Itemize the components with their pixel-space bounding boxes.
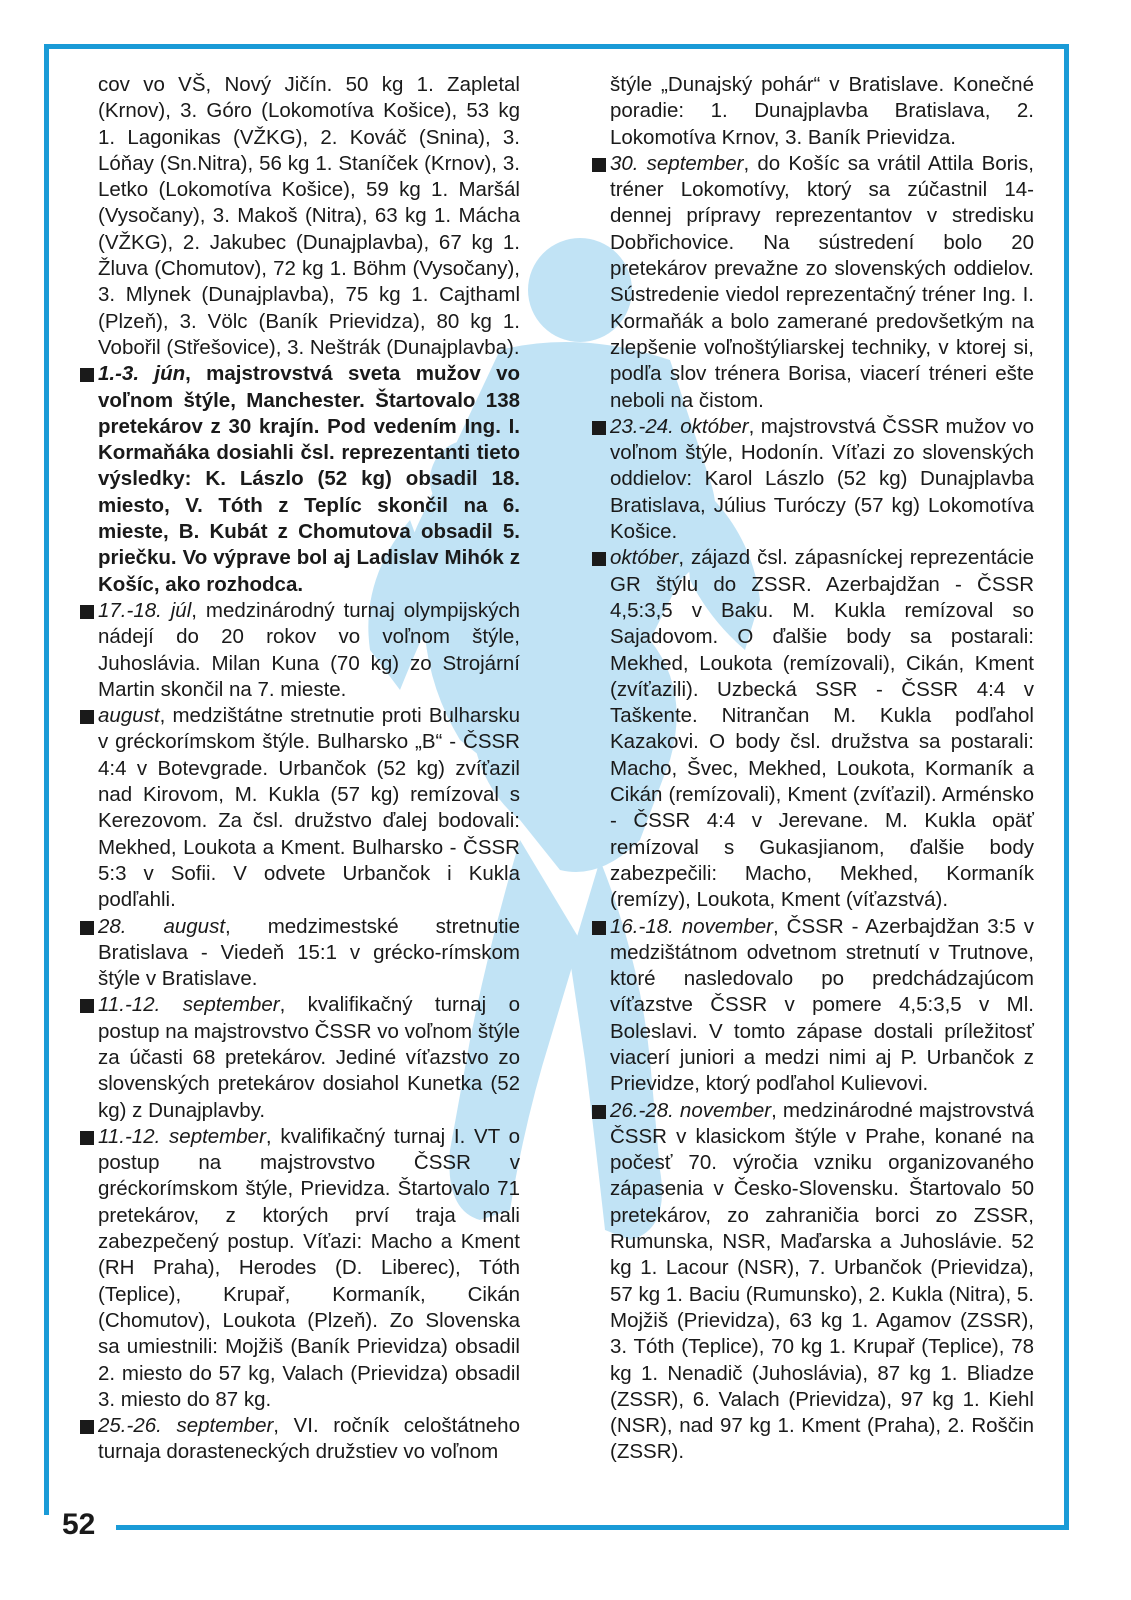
entry-text: , medzimestské stretnutie Bratislava - Viedeň 15:1 v grécko-rímskom štýle v Bratislave. [98, 914, 521, 991]
list-item [80, 598, 520, 703]
entry-text: , majstrovstvá sveta mužov vo voľnom štýle, Manchester. Štartovalo 138 pretekárov z 30 krajín. Pod vedením Ing. I. Kormaňáka dosiahli čsl. reprezentanti tieto výsledky: K. Lászlo (52 kg) obsadil 18. miesto, V. Tóth z Teplíc skončil na 6. mieste, B. Kubát z Chomutova obsadil 5. priečku. Vo výprave bol aj Ladislav Mihók z Košíc, ako rozhodca. [98, 362, 520, 596]
list-item [592, 545, 1034, 913]
left-column [80, 72, 520, 1466]
right-column [592, 72, 1034, 1466]
square-bullet-icon [80, 605, 94, 619]
list-item [80, 703, 520, 913]
entry-text: , VI. ročník celoštátneho turnaja dorasteneckých družstiev vo voľnom [98, 1414, 520, 1464]
square-bullet-icon [592, 421, 606, 435]
entry-text: , majstrovstvá ČSSR mužov vo voľnom štýle, Hodonín. Víťazi zo slovenských oddielov: Karol Lászlo (52 kg) Dunajplavba Bratislava, Július Turóczy (57 kg) Lokomotíva Košice. [610, 414, 1035, 544]
entry-date: 16.-18. november [610, 914, 773, 938]
square-bullet-icon [80, 921, 94, 935]
entry-date: 17.-18. júl [98, 598, 192, 622]
square-bullet-icon [592, 552, 606, 566]
square-bullet-icon [80, 999, 94, 1013]
square-bullet-icon [592, 921, 606, 935]
list-item [592, 914, 1034, 1098]
list-item [592, 1098, 1034, 1466]
right-continuation: štýle „Dunajský pohár“ v Bratislave. Konečné poradie: 1. Dunajplavba Bratislava, 2. Lokomotíva Krnov, 3. Baník Prievidza. [610, 73, 1034, 149]
entry-date: 28. august [98, 914, 226, 938]
entry-text: , do Košíc sa vrátil Attila Boris, tréner Lokomotívy, ktorý sa zúčastnil 14-dennej prípravy reprezentantov v stredisku Dobřichovice. Na sústredení bolo 20 pretekárov prevažne zo slovenských oddielov. Sústredenie viedol reprezentačný tréner Ing. I. Kormaňák a bolo zamerané predovšetkým na zlepšenie voľnoštýliarskej techniky, v ktorej si, podľa slov trénera Borisa, viacerí tréneri ešte neboli na čistom. [610, 151, 1034, 412]
left-continuation: cov vo VŠ, Nový Jičín. 50 kg 1. Zapletal (Krnov), 3. Góro (Lokomotíva Košice), 53 kg 1. Lagonikas (VŽKG), 2. Kováč (Snina), 3. Lóňay (Sn.Nitra), 56 kg 1. Staníček (Krnov), 3. Letko (Lokomotíva Košice), 59 kg 1. Maršál (Vysočany), 3. Makoš (Nitra), 63 kg 1. Mácha (VŽKG), 2. Jakubec (Dunajplavba), 67 kg 1. Žluva (Chomutov), 72 kg 1. Böhm (Vysočany), 3. Mlynek (Dunajplavba), 75 kg 1. Cajthaml (Plzeň), 3. Völc (Baník Prievidza), 80 kg 1. Vobořil (Střešovice), 3. Neštrák (Dunajplavba). [98, 73, 520, 359]
entry-date: august [98, 704, 160, 728]
entry-text: , zájazd čsl. zápasníckej reprezentácie GR štýlu do ZSSR. Azerbajdžan - ČSSR 4,5:3,5 v Baku. M. Kukla remízoval so Sajadovom. O ďalšie body sa postarali: Mekhed, Loukota (remízovali), Cikán, Kment (zvíťazili). Uzbecká SSR - ČSSR 4:4 v Taškente. Nitrančan M. Kukla podľahol Kazakovi. O body čsl. družstva sa postarali: Macho, Švec, Mekhed, Loukota, Kormaník a Cikán (remízovali), Kment (zvíťazil). Arménsko - ČSSR 4:4 v Jerevane. M. Kukla opäť remízoval s Gukasjianom, ďalšie body zabezpečili: Macho, Mekhed, Kormaník (remízy), Loukota, Kment (víťazstvá). [610, 546, 1034, 912]
square-bullet-icon [592, 1105, 606, 1119]
entry-text: , ČSSR - Azerbajdžan 3:5 v medzištátnom odvetnom stretnutí v Trutnove, ktoré nasledovalo po predchádzajúcom víťazstve ČSSR v pomere 4,5:3,5 v Ml. Boleslavi. V tomto zápase dostali príležitosť viacerí juniori a medzi nimi aj P. Urbančok z Prievidze, ktorý podľahol Kulievovi. [610, 914, 1034, 1096]
entry-text: , kvalifikačný turnaj o postup na majstrovstvo ČSSR vo voľnom štýle za účasti 68 pretekárov. Jediné víťazstvo zo slovenských pretekárov dosiahol Kunetka (52 kg) z Dunajplavby. [98, 993, 520, 1122]
entry-text: , medzištátne stretnutie proti Bulharsku v gréckorímskom štýle. Bulharsko „B“ - ČSSR 4:4 v Botevgrade. Urbančok (52 kg) zvíťazil nad Kirovom, M. Kukla (57 kg) remízoval s Kerezovom. Za čsl. družstvo ďalej bodovali: Mekhed, Loukota a Kment. Bulharsko - ČSSR 5:3 v Sofii. V odvete Urbančok i Kukla podľahli. [98, 704, 520, 912]
list-item [80, 914, 520, 993]
list-item [80, 1124, 520, 1413]
entry-date: október [610, 546, 679, 570]
entry-text: , kvalifikačný turnaj I. VT o postup na majstrovstvo ČSSR v gréckorímskom štýle, Prievidza. Štartovalo 71 pretekárov, z ktorých prví traja mali zabezpečený postup. Víťazi: Macho a Kment (RH Praha), Herodes (D. Liberec), Tóth (Teplice), Krupař, Kormaník, Cikán (Chomutov), Loukota (Plzeň). Zo Slovenska sa umiestnili: Mojžiš (Baník Prievidza) obsadil 2. miesto do 57 kg, Valach (Prievidza) obsadil 3. miesto do 87 kg. [98, 1124, 520, 1411]
entry-date: 25.-26. september [98, 1414, 274, 1438]
entry-date: 30. september [610, 151, 744, 175]
list-item [80, 361, 520, 598]
list-item [80, 992, 520, 1123]
entry-text: , medzinárodné majstrovstvá ČSSR v klasickom štýle v Prahe, konané na počesť 70. výročia vzniku organizovaného zápasenia v Česko-Slovensku. Štartovalo 50 pretekárov, zo zahraničia borci zo ZSSR, Rumunska, NSR, Maďarska a Juhoslávie. 52 kg 1. Lacour (NSR), 7. Urbančok (Prievidza), 57 kg 1. Baciu (Rumunsko), 2. Kukla (Nitra), 5. Mojžiš (Prievidza), 63 kg 1. Agamov (ZSSR), 3. Tóth (Teplice), 70 kg 1. Krupař (Teplice), 78 kg 1. Nenadič (Juhoslávia), 87 kg 1. Bliadze (ZSSR), 6. Valach (Prievidza), 97 kg 1. Kiehl (NSR), nad 97 kg 1. Kment (Praha), 2. Roščin (ZSSR). [610, 1098, 1034, 1464]
square-bullet-icon [80, 368, 94, 382]
square-bullet-icon [80, 1420, 94, 1434]
square-bullet-icon [80, 1131, 94, 1145]
square-bullet-icon [80, 710, 94, 724]
entry-text: , medzinárodný turnaj olympijských nádejí do 20 rokov vo voľnom štýle, Juhoslávia. Milan Kuna (70 kg) zo Strojární Martin skončil na 7. mieste. [98, 598, 520, 701]
list-item [592, 151, 1034, 414]
entry-date: 11.-12. september [98, 993, 280, 1017]
entry-date: 1.-3. jún [98, 362, 186, 386]
list-item [80, 1413, 520, 1466]
square-bullet-icon [592, 158, 606, 172]
entry-date: 23.-24. október [610, 414, 749, 438]
list-item [592, 414, 1034, 545]
entry-date: 11.-12. september [98, 1124, 266, 1148]
page-number: 52 [62, 1508, 96, 1541]
entry-date: 26.-28. november [610, 1098, 772, 1122]
